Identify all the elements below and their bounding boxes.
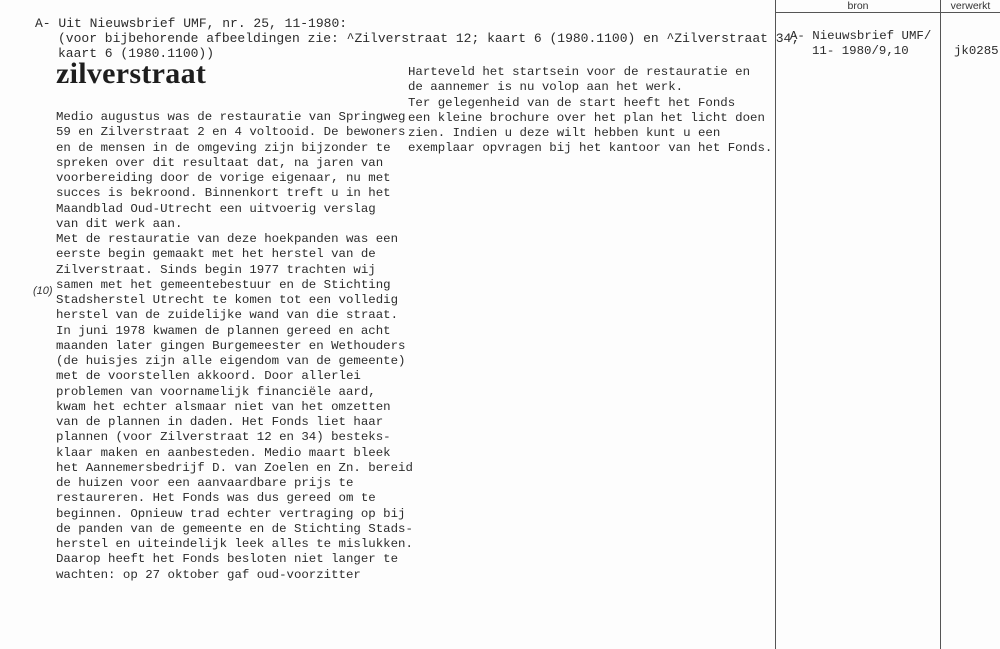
bron-column-divider [775, 0, 776, 649]
article-column-2 [408, 65, 772, 157]
text-line: Zilverstraat. Sinds begin 1977 trachten wij [56, 262, 376, 277]
bron-header: bron [847, 0, 869, 12]
text-line: herstel en uiteindelijk leek alles te mislukken. [56, 537, 413, 551]
bron-line-1: A- Nieuwsbrief UMF/ [790, 29, 932, 43]
text-line: problemen van voornamelijk financiële aard, [56, 384, 376, 399]
text-line: beginnen. Opnieuw trad echter vertraging op bij [56, 506, 406, 521]
text-line: Daarop heeft het Fonds besloten niet langer te [56, 552, 399, 567]
text-line: een kleine brochure over het plan het licht doen [408, 110, 765, 125]
source-line-2: (voor bijbehorende afbeeldingen zie: ^Zilverstraat 12; kaart 6 (1980.1100) en ^Zilverstraat 34; [58, 31, 800, 46]
verwerkt-header: verwerkt [950, 0, 991, 12]
text-line: restaureren. Het Fonds was dus gereed om te [56, 491, 376, 506]
text-line: (de huisjes zijn alle eigendom van de gemeente) [56, 354, 406, 368]
text-line: voorbereiding door de vorige eigenaar, nu met [56, 171, 391, 185]
header-rule [775, 12, 1000, 13]
text-line: de panden van de gemeente en de Stichting Stads- [56, 521, 413, 536]
text-line: In juni 1978 kwamen de plannen gereed en acht [56, 323, 391, 338]
verwerkt-code: jk0285 [954, 44, 999, 58]
text-line: spreken over dit resultaat dat, na jaren van [56, 155, 384, 170]
text-line: maanden later gingen Burgemeester en Wethouders [56, 338, 406, 353]
text-line: plannen (voor Zilverstraat 12 en 34) besteks- [56, 430, 391, 445]
text-line: Met de restauratie van deze hoekpanden was een [56, 232, 399, 246]
text-line: samen met het gemeentebestuur en de Stichting [56, 277, 391, 292]
text-line: eerste begin gemaakt met het herstel van de [56, 247, 376, 262]
text-line: Stadsherstel Utrecht te komen tot een volledig [56, 293, 399, 307]
verwerkt-column-divider [940, 0, 941, 649]
text-line: kwam het echter alsmaar niet van het omzetten [56, 399, 391, 414]
margin-annotation: (10) [33, 285, 53, 297]
text-line: Ter gelegenheid van de start heeft het Fonds [408, 95, 736, 110]
source-line-3: kaart 6 (1980.1100)) [58, 46, 215, 61]
text-line: klaar maken en aanbesteden. Medio maart bleek [56, 445, 391, 460]
text-line: met de voorstellen akkoord. Door allerlei [56, 369, 361, 384]
text-line: van de plannen in daden. Het Fonds liet haar [56, 415, 384, 429]
text-line: zien. Indien u deze wilt hebben kunt u een [408, 126, 721, 140]
text-line: van dit werk aan. [56, 216, 183, 231]
source-line-1: A- Uit Nieuwsbrief UMF, nr. 25, 11-1980: [35, 16, 348, 31]
text-line: Harteveld het startsein voor de restauratie en [408, 65, 751, 79]
text-line: wachten: op 27 oktober gaf oud-voorzitter [56, 567, 361, 582]
text-line: succes is bekroond. Binnenkort treft u in het [56, 186, 391, 201]
bron-line-2: 11- 1980/9,10 [812, 44, 909, 58]
text-line: herstel van de zuidelijke wand van die straat. [56, 308, 399, 323]
text-line: de huizen voor een aanvaardbare prijs te [56, 476, 354, 490]
text-line: exemplaar opvragen bij het kantoor van het Fonds. [408, 141, 773, 156]
text-line: Medio augustus was de restauratie van Springweg [56, 110, 406, 124]
text-line: het Aannemersbedrijf D. van Zoelen en Zn. bereid [56, 460, 413, 475]
text-line: de aannemer is nu volop aan het werk. [408, 80, 684, 95]
article-column-1 [56, 110, 413, 583]
article-title: zilverstraat [56, 57, 207, 90]
text-line: Maandblad Oud-Utrecht een uitvoerig verslag [56, 201, 376, 216]
text-line: en de mensen in de omgeving zijn bijzonder te [56, 140, 391, 155]
text-line: 59 en Zilverstraat 2 en 4 voltooid. De bewoners [56, 125, 406, 140]
